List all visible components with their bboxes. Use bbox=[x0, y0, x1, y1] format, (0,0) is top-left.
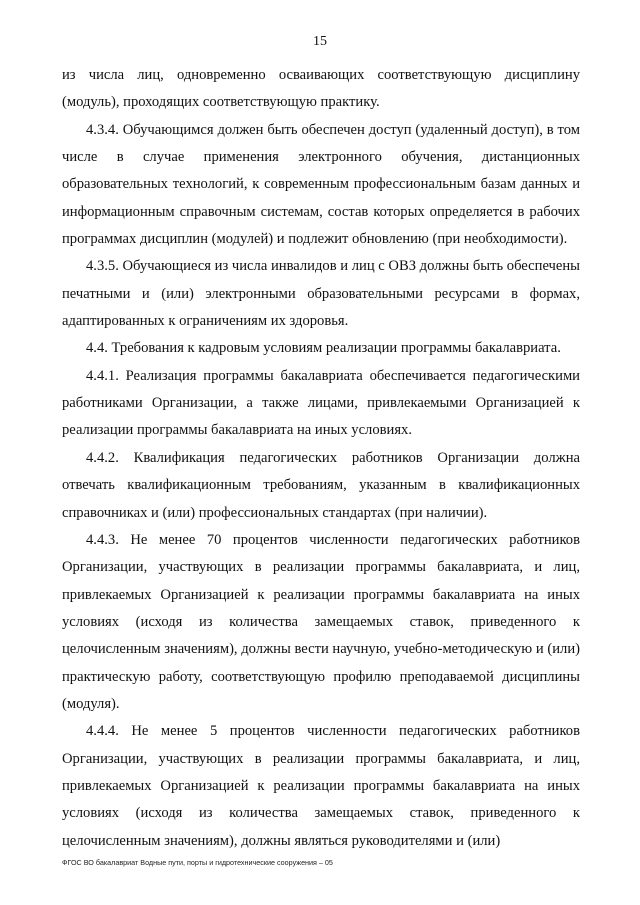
paragraph-4-3-5: 4.3.5. Обучающиеся из числа инвалидов и лиц с ОВЗ должны быть обеспечены печатными и (или) электронными образовательными ресурсами в формах, адаптированных к ограничениям их здоровья. bbox=[62, 258, 580, 330]
paragraph-4-4-1: 4.4.1. Реализация программы бакалавриата обеспечивается педагогическими работниками Организации, а также лицами, привлекаемыми Организацией к реализации программы бакалавриата на иных условиях. bbox=[62, 367, 580, 439]
page-footer: ФГОС ВО бакалавриат Водные пути, порты и гидротехнические сооружения – 05 bbox=[62, 858, 333, 867]
paragraph-4-4-2: 4.4.2. Квалификация педагогических работников Организации должна отвечать квалификационным требованиям, указанным в квалификационных справочниках и (или) профессиональных стандартах (при наличии). bbox=[62, 449, 580, 521]
paragraph-4-3-4: 4.3.4. Обучающимся должен быть обеспечен доступ (удаленный доступ), в том числе в случае применения электронного обучения, дистанционных образовательных технологий, к современным профессиональным базам данных и информационным справочным системам, состав которых определяется в рабочих программах дисциплин (модулей) и подлежит обновлению (при необходимости). bbox=[62, 121, 580, 248]
document-body bbox=[62, 62, 580, 855]
paragraph-4-4-heading: 4.4. Требования к кадровым условиям реализации программы бакалавриата. bbox=[86, 340, 561, 357]
paragraph-4-4-4: 4.4.4. Не менее 5 процентов численности педагогических работников Организации, участвующих в реализации программы бакалавриата, и лиц, привлекаемых Организацией к реализации программы бакалавриата на иных условиях (исходя из количества замещаемых ставок, приведенного к целочисленным значениям), должны являться руководителями и (или) bbox=[62, 723, 580, 849]
paragraph-continuation: из числа лиц, одновременно осваивающих соответствующую дисциплину (модуль), проходящих соответствующую практику. bbox=[62, 67, 580, 111]
paragraph-4-4-3: 4.4.3. Не менее 70 процентов численности педагогических работников Организации, участвующих в реализации программы бакалавриата, и лиц, привлекаемых Организацией к реализации программы бакалавриата на иных условиях (исходя из количества замещаемых ставок, приведенного к целочисленным значениям), должны вести научную, учебно-методическую и (или) практическую работу, соответствующую профилю преподаваемой дисциплины (модуля). bbox=[62, 531, 580, 712]
page-number: 15 bbox=[313, 34, 327, 49]
